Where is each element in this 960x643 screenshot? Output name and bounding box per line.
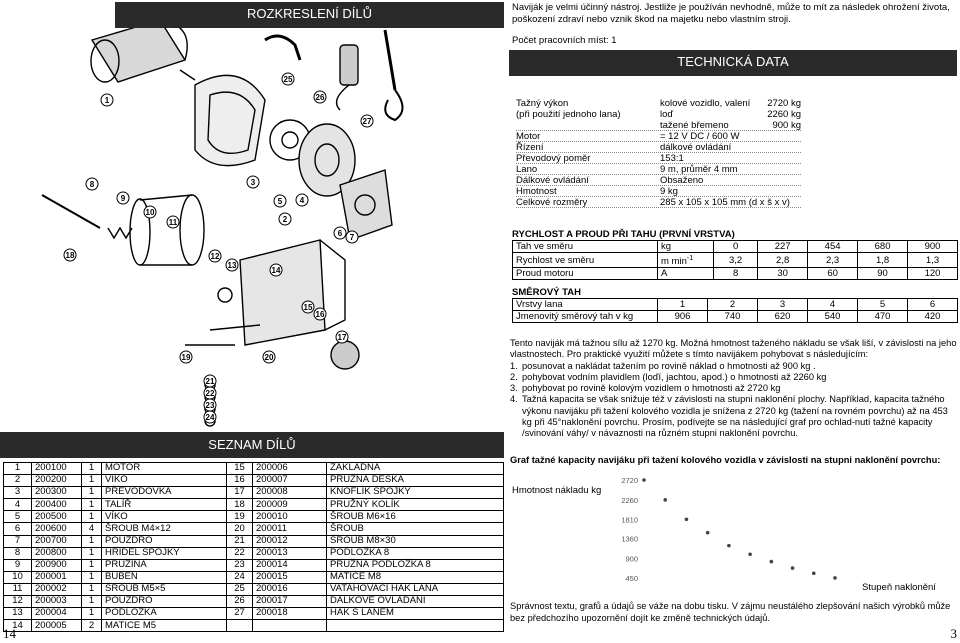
table-cell: 200018 <box>253 608 327 620</box>
table-cell: 1 <box>82 499 102 511</box>
table-cell: 200009 <box>253 499 327 511</box>
callout-2 <box>279 213 291 225</box>
table-cell: 454 <box>808 241 858 253</box>
svg-text:2: 2 <box>282 215 288 224</box>
tech-value: 153:1 <box>660 153 684 164</box>
table-cell: 1 <box>82 571 102 583</box>
svg-text:1: 1 <box>104 96 110 105</box>
graph-x-label: Stupeň naklonění <box>862 582 936 593</box>
table-row <box>4 535 504 547</box>
table-row <box>4 571 504 583</box>
table-cell <box>327 620 504 632</box>
svg-text:21: 21 <box>205 377 215 386</box>
table-cell: 6 <box>908 299 958 311</box>
callout-11 <box>167 216 179 228</box>
table-row <box>4 547 504 559</box>
table-cell: PRUŽNÁ DESKA <box>327 475 504 487</box>
table-cell: 420 <box>908 311 958 323</box>
table-row <box>4 583 504 595</box>
table-cell: 1 <box>82 559 102 571</box>
table-cell: 200002 <box>32 583 82 595</box>
y-tick-label: 900 <box>625 554 638 564</box>
table-row <box>513 299 958 311</box>
callout-1 <box>101 94 113 106</box>
graph-y-label: Hmotnost nákladu kg <box>512 485 602 496</box>
table-cell: 906 <box>658 311 708 323</box>
table-cell: VÍKO <box>102 511 227 523</box>
data-point <box>642 478 646 482</box>
table-cell: Tah ve směru <box>513 241 658 253</box>
tech-value: = 12 V DC / 600 W <box>660 131 740 142</box>
y-tick-label: 1810 <box>621 515 638 525</box>
table-cell: 200016 <box>253 583 327 595</box>
tech-row-pull-1 <box>516 98 801 109</box>
tech-row-pull-3 <box>516 120 801 131</box>
svg-text:7: 7 <box>349 233 355 242</box>
table-cell: 1 <box>82 487 102 499</box>
svg-text:17: 17 <box>337 333 347 342</box>
svg-text:11: 11 <box>168 218 178 227</box>
tech-row <box>516 186 801 197</box>
list-text: Tažná kapacita se však snižuje též v závislosti na stupni naklonění plochy. Například, kapacita tažného výkonu navijáku při tažení kolového vozidla je snížena z 2720 kg (tažení na rovném povrchu) až na 453 kg při 45°naklonění povrchu. Prosím, podívejte se na následující graf pro ochlad-nutí tažné kapacity /svinování váhy/ v návaznosti na různém stupni naklonění povrchu. <box>522 394 948 439</box>
svg-text:18: 18 <box>65 251 75 260</box>
table-cell: 23 <box>227 559 253 571</box>
table-cell: 2 <box>4 475 32 487</box>
callout-19 <box>180 351 192 363</box>
table-row <box>4 463 504 475</box>
direction-table <box>512 298 958 323</box>
callout-3 <box>247 176 259 188</box>
table-cell: 200012 <box>253 535 327 547</box>
table-cell: 2,8 <box>758 253 808 268</box>
table-cell: 200600 <box>32 523 82 535</box>
table-cell: Jmenovitý směrový tah v kg <box>513 311 658 323</box>
callout-5 <box>274 195 286 207</box>
callout-9 <box>117 192 129 204</box>
footer-note: Správnost textu, grafů a údajů se váže na dobu tisku. V zájmu neustálého zlepšování našich výrobků může bez předchozího upozornění dojít ke změně technických údajů. <box>510 601 951 623</box>
page-number-right: 3 <box>950 626 957 641</box>
tech-value: 9 kg <box>660 186 678 197</box>
table-cell: 19 <box>227 511 253 523</box>
table-cell: 540 <box>808 311 858 323</box>
list-item <box>510 361 958 372</box>
svg-text:3: 3 <box>250 178 256 187</box>
table-cell: 8 <box>714 268 758 280</box>
tech-value: 9 m, průměr 4 mm <box>660 164 738 175</box>
table-cell: 21 <box>227 535 253 547</box>
svg-text:8: 8 <box>89 180 95 189</box>
table-cell: 620 <box>758 311 808 323</box>
page-number-left: 14 <box>3 626 16 641</box>
table-row <box>4 596 504 608</box>
table-cell: 25 <box>227 583 253 595</box>
callout-14 <box>270 264 282 276</box>
tech-row <box>516 142 801 153</box>
table-cell: 1 <box>82 596 102 608</box>
table-cell: 200900 <box>32 559 82 571</box>
table-cell: 900 <box>908 241 958 253</box>
table-cell: 5 <box>4 511 32 523</box>
svg-text:24: 24 <box>205 413 215 422</box>
table-cell: 3,2 <box>714 253 758 268</box>
table-cell: 6 <box>4 523 32 535</box>
table-cell: 200100 <box>32 463 82 475</box>
table-cell: 740 <box>708 311 758 323</box>
tech-data-block <box>516 98 801 208</box>
table-cell: 3 <box>758 299 808 311</box>
table-cell: 200014 <box>253 559 327 571</box>
notes-block <box>510 338 958 440</box>
callout-22 <box>204 387 216 399</box>
list-number: 3. <box>510 383 518 394</box>
callout-20 <box>263 351 275 363</box>
list-item <box>510 394 958 439</box>
table-cell: 4 <box>808 299 858 311</box>
data-point <box>663 498 667 502</box>
callout-6 <box>334 227 346 239</box>
table-cell: 15 <box>227 463 253 475</box>
table-cell: 3 <box>4 487 32 499</box>
callout-18 <box>64 249 76 261</box>
y-tick-label: 2260 <box>621 495 638 505</box>
table-cell: 200010 <box>253 511 327 523</box>
parts-banner: SEZNAM DÍLŮ <box>0 432 504 458</box>
table-cell: 1 <box>82 463 102 475</box>
callout-7 <box>346 231 358 243</box>
table-cell: 200700 <box>32 535 82 547</box>
table-cell: 10 <box>4 571 32 583</box>
svg-text:9: 9 <box>120 194 126 203</box>
left-banner: ROZKRESLENÍ DÍLŮ <box>115 2 504 28</box>
svg-text:5: 5 <box>277 197 283 206</box>
direction-section-title: SMĚROVÝ TAH <box>512 287 581 298</box>
table-cell: 1 <box>82 535 102 547</box>
table-cell: MOTOR <box>102 463 227 475</box>
tech-label: Řízení <box>516 142 544 153</box>
table-cell: 227 <box>758 241 808 253</box>
table-cell: POUZDRO <box>102 596 227 608</box>
table-cell: ŠROUB M4×12 <box>102 523 227 535</box>
pull-type: loď <box>660 109 674 120</box>
exploded-diagram <box>0 0 505 430</box>
table-cell: 200008 <box>253 487 327 499</box>
tech-row <box>516 175 801 186</box>
unit-superscript: -1 <box>686 255 694 262</box>
data-point <box>791 566 795 570</box>
table-cell: Vrstvy lana <box>513 299 658 311</box>
svg-text:26: 26 <box>315 93 325 102</box>
table-cell: 200005 <box>32 620 82 632</box>
table-cell: 18 <box>227 499 253 511</box>
callout-13 <box>226 259 238 271</box>
callout-15 <box>302 301 314 313</box>
parts-table <box>3 462 504 632</box>
svg-text:6: 6 <box>337 229 343 238</box>
workplaces-count: Počet pracovních míst: 1 <box>512 35 617 46</box>
table-cell: MATICE M8 <box>327 571 504 583</box>
data-point <box>748 552 752 556</box>
graph-title: Graf tažné kapacity navijáku při tažení kolového vozidla v závislosti na stupni naklonění povrchu: <box>510 455 941 465</box>
table-cell: PRUŽNÝ KOLÍK <box>327 499 504 511</box>
table-cell: 11 <box>4 583 32 595</box>
table-cell: 4 <box>82 523 102 535</box>
table-cell: 200800 <box>32 547 82 559</box>
tech-label: Hmotnost <box>516 186 557 197</box>
table-row <box>4 523 504 535</box>
pull-type: tažené břemeno <box>660 120 729 131</box>
table-cell: 13 <box>4 608 32 620</box>
table-cell: 20 <box>227 523 253 535</box>
callout-26 <box>314 91 326 103</box>
table-cell: 27 <box>227 608 253 620</box>
table-cell: A <box>658 268 714 280</box>
callout-10 <box>144 206 156 218</box>
table-cell: 1 <box>4 463 32 475</box>
svg-text:20: 20 <box>264 353 274 362</box>
tech-row <box>516 197 801 208</box>
table-cell: 60 <box>808 268 858 280</box>
svg-text:22: 22 <box>205 389 215 398</box>
table-cell: PŘEVODOVKA <box>102 487 227 499</box>
y-tick-label: 2720 <box>621 476 638 485</box>
y-tick-label: 1360 <box>621 534 638 544</box>
callout-21 <box>204 375 216 387</box>
table-cell: 4 <box>4 499 32 511</box>
tech-row-pull-2 <box>516 109 801 120</box>
unit-text: m min <box>661 256 687 268</box>
table-cell: 200017 <box>253 596 327 608</box>
table-cell: TALÍŘ <box>102 499 227 511</box>
svg-text:14: 14 <box>271 266 281 275</box>
table-cell <box>658 253 714 268</box>
table-cell: 200007 <box>253 475 327 487</box>
table-row <box>4 620 504 632</box>
table-cell: PODLOŽKA 8 <box>327 547 504 559</box>
svg-text:12: 12 <box>210 252 220 261</box>
svg-text:15: 15 <box>303 303 313 312</box>
callout-27 <box>361 115 373 127</box>
table-cell: 200300 <box>32 487 82 499</box>
table-cell: 26 <box>227 596 253 608</box>
table-cell: 200001 <box>32 571 82 583</box>
table-row <box>513 311 958 323</box>
table-cell <box>253 620 327 632</box>
pull-value: 2720 kg <box>767 98 801 109</box>
callout-17 <box>336 331 348 343</box>
table-cell: 7 <box>4 535 32 547</box>
table-cell: PODLOŽKA <box>102 608 227 620</box>
table-cell: 2,3 <box>808 253 858 268</box>
pull-label: Tažný výkon <box>516 98 569 109</box>
table-cell: Proud motoru <box>513 268 658 280</box>
callout-25 <box>282 73 294 85</box>
table-cell: ZÁKLADNA <box>327 463 504 475</box>
tech-row <box>516 153 801 164</box>
table-cell: DÁLKOVÉ OVLÁDÁNÍ <box>327 596 504 608</box>
warning-text: Naviják je velmi účinný nástroj. Jestliže je používán nevhodně, může to mít za následek ohrožení života, poškození zdraví nebo vznik škod na majetku nebo vlastním stroji. <box>512 2 950 25</box>
pull-type: kolové vozidlo, valení <box>660 98 751 109</box>
table-cell: 200200 <box>32 475 82 487</box>
table-row <box>4 475 504 487</box>
table-cell: PRUŽINA <box>102 559 227 571</box>
svg-text:25: 25 <box>283 75 293 84</box>
callout-8 <box>86 178 98 190</box>
data-point <box>727 544 731 548</box>
table-cell <box>227 620 253 632</box>
data-point <box>706 531 710 535</box>
table-cell: 1 <box>658 299 708 311</box>
table-cell: 30 <box>758 268 808 280</box>
table-cell: 1 <box>82 547 102 559</box>
svg-text:13: 13 <box>227 261 237 270</box>
capacity-chart <box>600 474 845 586</box>
table-cell: BUBEN <box>102 571 227 583</box>
callout-23 <box>204 399 216 411</box>
speed-table <box>512 240 958 280</box>
table-cell: 200004 <box>32 608 82 620</box>
table-cell: 12 <box>4 596 32 608</box>
table-cell: 470 <box>858 311 908 323</box>
table-cell: 200003 <box>32 596 82 608</box>
table-cell: ŠROUB M8×30 <box>327 535 504 547</box>
list-text: pohybovat vodním plavidlem (loďí, jachtou, apod.) o hmotnosti až 2260 kg <box>522 371 827 382</box>
table-cell: 14 <box>4 620 32 632</box>
table-row <box>4 559 504 571</box>
svg-text:27: 27 <box>362 117 372 126</box>
table-cell: ŠROUB M6×16 <box>327 511 504 523</box>
table-cell: 1 <box>82 608 102 620</box>
table-cell: 2 <box>82 620 102 632</box>
table-cell: 1,8 <box>858 253 908 268</box>
svg-text:19: 19 <box>181 353 191 362</box>
table-cell: kg <box>658 241 714 253</box>
table-cell: 200011 <box>253 523 327 535</box>
table-cell: HÁK S LANEM <box>327 608 504 620</box>
pull-value: 900 kg <box>772 120 801 131</box>
table-row <box>513 268 958 280</box>
tech-row <box>516 131 801 142</box>
data-point <box>833 576 837 580</box>
tech-label: Lano <box>516 164 538 175</box>
table-cell: 22 <box>227 547 253 559</box>
list-item <box>510 372 958 383</box>
table-cell: 200500 <box>32 511 82 523</box>
table-cell: 120 <box>908 268 958 280</box>
table-cell: 200015 <box>253 571 327 583</box>
table-row <box>4 608 504 620</box>
table-cell: 680 <box>858 241 908 253</box>
tech-value: 285 x 105 x 105 mm (d x š x v) <box>660 197 790 208</box>
svg-text:23: 23 <box>205 401 215 410</box>
table-row <box>4 487 504 499</box>
list-text: posunovat a nakládat tažením po rovině náklad o hmotnosti až 900 kg . <box>522 360 816 371</box>
table-cell: KNOFLÍK SPOJKY <box>327 487 504 499</box>
list-item <box>510 383 958 394</box>
svg-text:16: 16 <box>315 310 325 319</box>
table-cell: ŠROUB <box>327 523 504 535</box>
tech-label: Motor <box>516 131 541 142</box>
table-cell: 1 <box>82 511 102 523</box>
tech-row <box>516 164 801 175</box>
table-cell: POUZDRO <box>102 535 227 547</box>
table-cell: 5 <box>858 299 908 311</box>
table-cell: 200013 <box>253 547 327 559</box>
table-cell: 200400 <box>32 499 82 511</box>
y-tick-label: 450 <box>625 574 638 583</box>
callout-16 <box>314 308 326 320</box>
table-cell: 90 <box>858 268 908 280</box>
table-cell: 24 <box>227 571 253 583</box>
table-cell: 1 <box>82 475 102 487</box>
table-cell: 16 <box>227 475 253 487</box>
speed-section-title: RYCHLOST A PROUD PŘI TAHU (PRVNÍ VRSTVA) <box>512 229 735 240</box>
table-row <box>513 253 958 268</box>
tech-label: Celkové rozměry <box>516 197 588 208</box>
callout-4 <box>296 194 308 206</box>
tech-label: Dálkové ovládání <box>516 175 589 186</box>
tech-value: dálkové ovládání <box>660 142 732 153</box>
table-cell: 2 <box>708 299 758 311</box>
tech-data-banner: TECHNICKÁ DATA <box>509 50 957 76</box>
callout-12 <box>209 250 221 262</box>
table-cell: VÍKO <box>102 475 227 487</box>
data-point <box>685 517 689 521</box>
table-cell: 0 <box>714 241 758 253</box>
table-cell: 8 <box>4 547 32 559</box>
tech-value: Obsaženo <box>660 175 704 186</box>
table-cell: 9 <box>4 559 32 571</box>
tech-label: Převodový poměr <box>516 153 591 164</box>
table-cell: 1,3 <box>908 253 958 268</box>
table-row <box>513 241 958 253</box>
table-row <box>4 511 504 523</box>
table-cell: VATAHOVACÍ HÁK LANA <box>327 583 504 595</box>
pull-sub-label: (při použití jednoho lana) <box>516 109 621 120</box>
list-number: 2. <box>510 371 518 382</box>
list-text: pohybovat po rovině kolovým vozidlem o hmotnosti až 2720 kg <box>522 383 781 394</box>
notes-intro: Tento naviják má tažnou sílu až 1270 kg. Možná hmotnost taženého nákladu se však liší, v závislosti na jeho vlastnostech. Pro praktické využití můžete s tímto navijákem pohybovat s následujícím: <box>510 338 957 360</box>
list-number: 1. <box>510 360 518 371</box>
table-cell: MATICE M5 <box>102 620 227 632</box>
callout-24 <box>204 411 216 423</box>
data-point <box>812 571 816 575</box>
table-cell: HŘÍDEL SPOJKY <box>102 547 227 559</box>
table-cell: PRUŽNÁ PODLOŽKA 8 <box>327 559 504 571</box>
pull-value: 2260 kg <box>767 109 801 120</box>
table-row <box>4 499 504 511</box>
svg-text:10: 10 <box>145 208 155 217</box>
table-cell: Rychlost ve směru <box>513 253 658 268</box>
table-cell: ŠROUB M5×5 <box>102 583 227 595</box>
table-cell: 1 <box>82 583 102 595</box>
svg-text:4: 4 <box>299 196 305 205</box>
table-cell: 17 <box>227 487 253 499</box>
list-number: 4. <box>510 394 518 405</box>
data-point <box>770 560 774 564</box>
table-cell: 200006 <box>253 463 327 475</box>
